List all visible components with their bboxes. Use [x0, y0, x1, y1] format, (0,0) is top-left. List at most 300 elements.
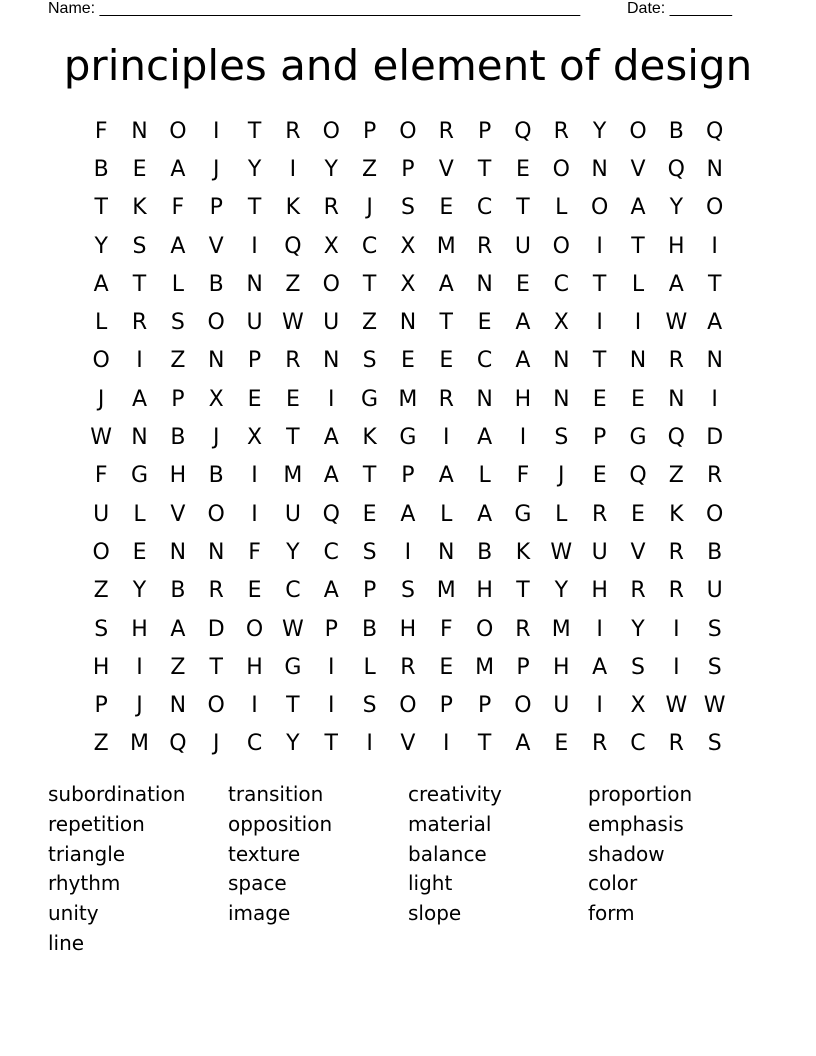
grid-letter: P	[439, 693, 453, 719]
grid-letter: K	[285, 195, 301, 221]
grid-letter: Q	[667, 156, 685, 182]
name-field: Name: ______________________________________________________	[48, 0, 581, 17]
grid-letter: I	[136, 348, 143, 374]
grid-letter: I	[251, 693, 258, 719]
grid-row	[82, 150, 734, 188]
grid-letter: V	[170, 501, 186, 527]
grid-letter: T	[286, 425, 300, 451]
word-list-item: creativity	[408, 782, 502, 806]
grid-letter: L	[440, 501, 453, 527]
grid-letter: P	[477, 693, 492, 719]
grid-letter: Q	[514, 118, 532, 144]
grid-letter: P	[324, 616, 338, 642]
grid-letter: K	[515, 539, 531, 565]
grid-letter: E	[592, 386, 607, 412]
grid-letter: L	[631, 271, 645, 297]
grid-row	[82, 457, 734, 495]
grid-letter: N	[629, 348, 647, 374]
grid-letter: T	[362, 463, 377, 489]
grid-letter: I	[251, 463, 258, 489]
grid-letter: S	[707, 654, 722, 680]
grid-letter: I	[443, 731, 450, 757]
grid-letter: N	[553, 348, 570, 374]
grid-letter: L	[478, 463, 491, 489]
word-list-item: subordination	[48, 782, 186, 806]
grid-letter: Z	[285, 271, 301, 297]
grid-letter: X	[323, 233, 339, 259]
grid-letter: W	[282, 310, 304, 336]
grid-letter: W	[665, 693, 688, 719]
grid-letter: R	[553, 118, 569, 144]
grid-letter: J	[136, 693, 143, 719]
grid-letter: P	[516, 654, 530, 680]
word-list-item: line	[48, 930, 85, 955]
grid-letter: Q	[667, 425, 685, 451]
grid-letter: S	[707, 616, 722, 642]
grid-letter: H	[476, 578, 493, 604]
grid-letter: Q	[629, 463, 647, 489]
grid-letter: T	[592, 348, 607, 374]
grid-letter: M	[398, 386, 418, 412]
grid-row	[82, 533, 734, 571]
grid-letter: T	[477, 731, 492, 757]
grid-letter: O	[629, 118, 647, 144]
grid-letter: H	[514, 386, 532, 412]
grid-letter: T	[247, 195, 262, 221]
grid-letter: N	[591, 156, 608, 182]
grid-row	[82, 303, 734, 341]
grid-letter: I	[673, 616, 680, 642]
grid-letter: L	[133, 501, 146, 527]
grid-row	[82, 686, 734, 724]
grid-letter: O	[245, 616, 264, 642]
grid-letter: E	[516, 156, 530, 182]
grid-letter: P	[171, 386, 185, 412]
word-list-item: opposition	[228, 811, 333, 836]
grid-letter: S	[362, 539, 377, 565]
grid-letter: G	[130, 463, 149, 489]
grid-letter: M	[436, 578, 456, 604]
grid-letter: Y	[132, 578, 147, 604]
grid-letter: H	[169, 463, 187, 489]
grid-letter: H	[668, 233, 685, 259]
grid-letter: S	[362, 348, 377, 374]
grid-letter: E	[132, 156, 147, 182]
grid-letter: C	[361, 233, 378, 259]
grid-letter: N	[438, 539, 455, 565]
grid-letter: A	[170, 233, 186, 259]
grid-letter: J	[212, 425, 220, 451]
grid-letter: R	[591, 731, 608, 757]
grid-row	[82, 189, 734, 227]
grid-letter: N	[706, 348, 723, 374]
grid-letter: I	[596, 693, 603, 719]
grid-letter: F	[516, 463, 530, 489]
letter-grid	[82, 112, 734, 763]
grid-letter: X	[247, 425, 263, 451]
grid-letter: K	[362, 425, 377, 451]
grid-letter: L	[555, 195, 568, 221]
grid-letter: H	[92, 654, 110, 680]
grid-letter: U	[284, 501, 301, 527]
grid-letter: U	[246, 310, 263, 336]
grid-letter: E	[439, 654, 454, 680]
grid-letter: I	[519, 425, 527, 451]
grid-letter: T	[516, 578, 530, 604]
grid-letter: Y	[669, 195, 684, 221]
word-list-item: image	[228, 901, 291, 926]
grid-letter: O	[92, 539, 110, 565]
grid-letter: R	[285, 348, 301, 374]
grid-letter: T	[94, 195, 108, 221]
grid-letter: A	[707, 310, 723, 336]
grid-letter: Z	[362, 156, 378, 182]
grid-letter: S	[400, 195, 415, 221]
grid-row	[82, 725, 734, 763]
grid-letter: S	[362, 693, 377, 719]
grid-letter: X	[400, 233, 416, 259]
grid-letter: I	[711, 386, 718, 412]
grid-letter: B	[93, 156, 109, 182]
grid-letter: O	[92, 348, 110, 374]
grid-letter: P	[209, 195, 223, 221]
grid-letter: M	[551, 616, 571, 642]
grid-letter: U	[323, 310, 340, 336]
grid-letter: G	[514, 501, 532, 527]
word-list-item: shadow	[588, 841, 665, 866]
grid-letter: I	[443, 425, 450, 451]
grid-letter: V	[630, 539, 646, 565]
grid-letter: E	[285, 386, 300, 412]
grid-letter: W	[703, 693, 726, 719]
grid-letter: L	[95, 310, 108, 336]
grid-letter: I	[404, 539, 412, 565]
grid-letter: Z	[362, 310, 378, 336]
grid-letter: A	[592, 654, 608, 680]
grid-letter: A	[515, 731, 531, 757]
grid-letter: O	[514, 693, 532, 719]
grid-letter: R	[438, 386, 454, 412]
grid-letter: J	[366, 195, 373, 221]
grid-letter: B	[170, 425, 186, 451]
grid-letter: J	[212, 731, 220, 757]
word-list-item: transition	[228, 782, 324, 806]
grid-letter: N	[476, 271, 493, 297]
grid-letter: J	[558, 463, 565, 489]
date-field: Date: _______	[627, 0, 732, 17]
grid-letter: F	[439, 616, 453, 642]
grid-letter: N	[207, 348, 225, 374]
grid-letter: E	[362, 501, 377, 527]
grid-letter: A	[515, 310, 531, 336]
grid-letter: O	[207, 693, 225, 719]
grid-letter: F	[94, 118, 108, 144]
grid-letter: J	[212, 156, 220, 182]
grid-row	[82, 227, 734, 265]
grid-letter: I	[327, 654, 335, 680]
grid-letter: R	[400, 654, 416, 680]
grid-letter: C	[246, 731, 263, 757]
grid-letter: R	[707, 463, 723, 489]
grid-letter: R	[668, 539, 684, 565]
grid-letter: Y	[631, 616, 645, 642]
grid-letter: O	[552, 233, 570, 259]
grid-letter: P	[362, 118, 377, 144]
grid-letter: I	[673, 654, 680, 680]
grid-letter: S	[94, 616, 109, 642]
word-list-item: proportion	[588, 782, 693, 806]
grid-letter: Y	[286, 539, 300, 565]
grid-letter: Y	[592, 118, 607, 144]
word-list-item: rhythm	[48, 871, 121, 896]
grid-letter: M	[475, 654, 495, 680]
grid-letter: Y	[286, 731, 300, 757]
grid-letter: O	[322, 118, 340, 144]
grid-letter: R	[438, 118, 454, 144]
grid-letter: P	[401, 156, 415, 182]
grid-letter: T	[516, 195, 530, 221]
grid-letter: W	[90, 425, 113, 451]
grid-letter: V	[208, 233, 224, 259]
grid-letter: I	[711, 233, 718, 259]
grid-letter: P	[94, 693, 108, 719]
grid-letter: X	[630, 693, 646, 719]
grid-letter: Q	[706, 118, 724, 144]
grid-letter: K	[132, 195, 147, 221]
grid-letter: S	[554, 425, 569, 451]
grid-letter: A	[323, 463, 339, 489]
grid-letter: N	[131, 425, 148, 451]
grid-letter: A	[477, 501, 493, 527]
grid-letter: M	[130, 731, 149, 757]
grid-letter: E	[439, 195, 454, 221]
grid-letter: B	[362, 616, 378, 642]
grid-letter: O	[706, 501, 724, 527]
grid-letter: T	[592, 271, 607, 297]
grid-letter: O	[207, 501, 225, 527]
grid-letter: T	[362, 271, 377, 297]
grid-letter: R	[285, 118, 301, 144]
grid-letter: A	[668, 271, 684, 297]
grid-letter: O	[399, 118, 417, 144]
grid-letter: P	[593, 425, 607, 451]
grid-letter: U	[93, 501, 110, 527]
grid-letter: O	[207, 310, 225, 336]
grid-letter: P	[401, 463, 415, 489]
grid-letter: A	[438, 271, 454, 297]
grid-letter: V	[400, 731, 416, 757]
grid-row	[82, 610, 734, 648]
grid-letter: A	[93, 271, 109, 297]
grid-letter: M	[283, 463, 303, 489]
grid-row	[82, 495, 734, 533]
grid-letter: B	[208, 463, 224, 489]
grid-letter: I	[327, 386, 335, 412]
grid-letter: R	[515, 616, 531, 642]
grid-letter: E	[247, 578, 262, 604]
grid-letter: C	[630, 731, 646, 757]
grid-row	[82, 648, 734, 686]
word-list-item: space	[228, 871, 287, 896]
grid-letter: I	[251, 233, 258, 259]
grid-letter: Z	[668, 463, 684, 489]
grid-letter: B	[208, 271, 224, 297]
grid-letter: G	[629, 425, 647, 451]
grid-letter: E	[554, 731, 569, 757]
puzzle-title: principles and element of design	[63, 41, 753, 90]
word-list-item: triangle	[48, 841, 126, 866]
grid-letter: W	[550, 539, 573, 565]
grid-letter: R	[591, 501, 608, 527]
word-list-item: balance	[408, 841, 487, 866]
word-list-item: unity	[48, 901, 99, 926]
grid-letter: P	[362, 578, 377, 604]
grid-letter: N	[399, 310, 417, 336]
grid-letter: N	[476, 386, 493, 412]
grid-letter: I	[251, 501, 258, 527]
grid-letter: E	[516, 271, 530, 297]
grid-letter: S	[631, 654, 645, 680]
grid-letter: M	[436, 233, 456, 259]
grid-letter: T	[707, 271, 722, 297]
grid-letter: T	[324, 731, 338, 757]
grid-letter: B	[170, 578, 186, 604]
grid-letter: Y	[324, 156, 338, 182]
grid-letter: T	[439, 310, 453, 336]
grid-letter: G	[361, 386, 379, 412]
grid-letter: E	[247, 386, 262, 412]
grid-letter: I	[289, 156, 297, 182]
grid-letter: D	[207, 616, 225, 642]
word-list-item: slope	[408, 901, 462, 926]
grid-letter: N	[706, 156, 723, 182]
grid-letter: I	[596, 616, 603, 642]
word-list-item: repetition	[48, 811, 145, 836]
grid-letter: V	[630, 156, 646, 182]
grid-letter: C	[476, 195, 493, 221]
grid-letter: C	[285, 578, 301, 604]
word-list-item: material	[408, 811, 492, 836]
grid-letter: O	[552, 156, 570, 182]
grid-letter: E	[400, 348, 415, 374]
grid-letter: W	[282, 616, 304, 642]
grid-letter: N	[323, 348, 340, 374]
grid-letter: G	[284, 654, 302, 680]
grid-letter: N	[668, 386, 685, 412]
grid-letter: C	[553, 271, 569, 297]
grid-letter: O	[322, 271, 340, 297]
grid-letter: A	[477, 425, 493, 451]
grid-row	[82, 112, 734, 150]
grid-letter: T	[631, 233, 645, 259]
grid-letter: E	[592, 463, 607, 489]
grid-letter: R	[668, 731, 684, 757]
grid-letter: A	[323, 425, 339, 451]
grid-letter: F	[94, 463, 108, 489]
grid-letter: Q	[284, 233, 302, 259]
grid-letter: U	[553, 693, 570, 719]
grid-letter: I	[327, 693, 335, 719]
grid-letter: Z	[170, 348, 186, 374]
grid-letter: R	[668, 348, 684, 374]
grid-letter: U	[514, 233, 531, 259]
grid-letter: D	[706, 425, 724, 451]
grid-letter: B	[477, 539, 493, 565]
grid-letter: U	[591, 539, 608, 565]
grid-letter: A	[438, 463, 454, 489]
grid-letter: V	[438, 156, 454, 182]
grid-letter: N	[553, 386, 570, 412]
grid-letter: S	[132, 233, 147, 259]
grid-letter: L	[555, 501, 568, 527]
grid-letter: A	[400, 501, 416, 527]
grid-letter: U	[706, 578, 723, 604]
grid-row	[82, 572, 734, 610]
grid-letter: I	[212, 118, 220, 144]
grid-letter: B	[668, 118, 684, 144]
grid-letter: O	[706, 195, 724, 221]
grid-letter: B	[707, 539, 723, 565]
grid-letter: I	[634, 310, 642, 336]
grid-letter: H	[553, 654, 570, 680]
grid-letter: S	[707, 731, 722, 757]
grid-letter: O	[590, 195, 609, 221]
grid-letter: F	[248, 539, 261, 565]
grid-letter: Y	[94, 233, 108, 259]
grid-letter: N	[246, 271, 263, 297]
grid-letter: E	[477, 310, 492, 336]
grid-letter: A	[630, 195, 646, 221]
grid-letter: F	[171, 195, 185, 221]
grid-letter: Z	[93, 578, 109, 604]
grid-letter: Q	[169, 731, 187, 757]
grid-letter: Y	[247, 156, 262, 182]
grid-row	[82, 418, 734, 456]
grid-letter: Z	[93, 731, 109, 757]
grid-letter: C	[323, 539, 339, 565]
grid-letter: O	[399, 693, 417, 719]
grid-row	[82, 380, 734, 418]
word-list-item: form	[588, 901, 635, 926]
grid-letter: R	[668, 578, 684, 604]
grid-letter: A	[170, 616, 186, 642]
grid-letter: A	[131, 386, 148, 412]
grid-letter: P	[247, 348, 262, 374]
grid-letter: O	[475, 616, 494, 642]
grid-letter: H	[131, 616, 148, 642]
grid-letter: I	[366, 731, 373, 757]
grid-letter: E	[631, 386, 645, 412]
grid-letter: X	[208, 386, 224, 412]
grid-letter: T	[286, 693, 300, 719]
grid-letter: R	[476, 233, 493, 259]
grid-letter: H	[399, 616, 417, 642]
grid-letter: R	[208, 578, 224, 604]
grid-letter: W	[665, 310, 688, 336]
grid-letter: I	[596, 310, 603, 336]
grid-row	[82, 342, 734, 380]
grid-letter: Q	[322, 501, 340, 527]
grid-letter: O	[169, 118, 187, 144]
grid-letter: X	[553, 310, 569, 336]
grid-letter: T	[209, 654, 223, 680]
grid-letter: Z	[170, 654, 186, 680]
grid-letter: E	[631, 501, 645, 527]
grid-letter: T	[477, 156, 492, 182]
grid-letter: I	[596, 233, 603, 259]
word-list-item: color	[588, 871, 638, 896]
grid-letter: P	[477, 118, 492, 144]
